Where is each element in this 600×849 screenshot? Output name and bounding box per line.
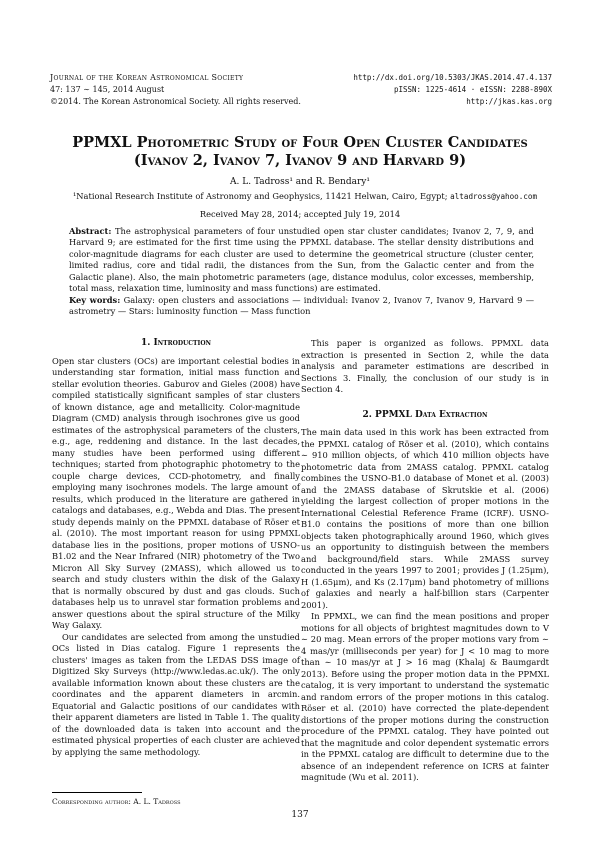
- journal-header: [50, 72, 330, 108]
- paragraph: Open star clusters (OCs) are important celestial bodies in understanding star formation, initial mass function and stellar evolution theories. Gaburov and Gieles (2008) have compiled statistically significant samples of star clusters of known distance, age and metallicity. Color-magnitude Diagram (CMD) analysis through isochrones give us good estimates of the astrophysical parameters of the clusters, e.g., age, reddening and distance. In the last decades, many studies have been performed using different techniques; started from photographic photometry to the couple charge devices, CCD-photometry, and finally employing many isochrones models. The large amount of results, which produced in the literature are gathered in catalogs and databases, e.g., Webda and Dias. The present study depends mainly on the PPMXL database of Röser et al. (2010). The most important reason for using PPMXL database lies in the positions, proper motions of USNO-B1.02 and the Near Infrared (NIR) photometry of the Two Micron All Sky Survey (2MASS), which allowed us to search and study clusters within the disk of the Galaxy that is normally obscured by dust and gas clouds. Such databases help us to unravel star formation problems and answer questions about the spiral structure of the Milky Way Galaxy.: [52, 355, 300, 630]
- section-spacer: [301, 396, 549, 410]
- section-heading-introduction: 1. Introduction: [140, 338, 212, 348]
- keywords: [69, 295, 534, 318]
- email-link[interactable]: altadross@yahoo.com: [450, 192, 538, 201]
- paragraph: In PPMXL, we can find the mean positions and proper motions for all objects of brightest magnitudes down to V ∼ 20 mag. Mean errors of the proper motions vary from ∼ 4 mas/yr (milliseconds per year) for J < 10 mag to more than ∼ 10 mas/yr at J > 16 mag (Khalaj & Baumgardt 2013). Before using the proper motion data in the PPMXL catalog, it is very important to understand the systematic and random errors of the proper motions in this catalog. Röser et al. (2010) have corrected the plate-dependent distortions of the proper motions during the construction procedure of the PPMXL catalog. They have pointed out that the magnitude and color dependent systematic errors in the PPMXL catalog are difficult to determine due to the absence of an independent reference on ICRS at fainter magnitude (Wu et al. 2011).: [301, 611, 549, 782]
- footnote-rule: [52, 792, 142, 793]
- copyright-line: ©2014. The Korean Astronomical Society. All rights reserved.: [50, 97, 301, 106]
- keywords-text: Galaxy: open clusters and associations — individual: Ivanov 2, Ivanov 7, Ivanov 9, Harvard 9 — astrometry — Stars: luminosity function — Mass function: [69, 295, 534, 317]
- abstract-text: The astrophysical parameters of four unstudied open star cluster candidates; Ivanov 2, 7, 9, and Harvard 9; are estimated for the first time using the PPMXL database. The stellar density distributions and color-magnitude diagrams for each cluster are used to determine the geometrical structure (cluster center, limited radius, core and tidal radii, the distances from the Sun, from the Galactic center and from the Galactic plane). Also, the main photometric parameters (age, distance modulus, color excesses, membership, total mass, relaxation time, luminosity and mass functions) are estimated.: [69, 226, 534, 294]
- journal-name: Journal of the Korean Astronomical Society: [50, 73, 244, 82]
- keywords-label: Key words:: [69, 295, 121, 305]
- abstract: [69, 226, 534, 294]
- affiliation-text: ¹National Research Institute of Astronomy and Geophysics, 11421 Helwan, Cairo, Egypt;: [72, 191, 448, 201]
- abstract-label: Abstract:: [69, 226, 112, 236]
- issn-line: pISSN: 1225-4614 · eISSN: 2288-890X: [393, 85, 552, 94]
- authors: A. L. Tadross¹ and R. Bendary¹: [230, 177, 370, 187]
- right-column: [301, 338, 549, 784]
- doi-header: [292, 72, 552, 108]
- paragraph: Our candidates are selected from among the unstudied OCs listed in Dias catalog. Figure 1 represents the clusters' images as taken from the LEDAS DSS image of Digitized Sky Surveys (http://www.ledas.ac.uk/). The only available information known about these clusters are the coordinates and the apparent diameters in arcmin. Equatorial and Galactic positions of our candidates with their apparent diameters are listed in Table 1. The quality of the downloaded data is taken into account and the estimated physical properties of each cluster are achieved by applying the same methodology.: [52, 631, 300, 757]
- affiliation: [50, 191, 560, 201]
- doi-link[interactable]: http://dx.doi.org/10.5303/JKAS.2014.47.4.137: [353, 73, 552, 82]
- paragraph: This paper is organized as follows. PPMXL data extraction is presented in Section 2, while the data analysis and parameter estimations are described in Sections 3. Finally, the conclusion of our study is in Section 4.: [301, 338, 549, 394]
- title-line-2: (Ivanov 2, Ivanov 7, Ivanov 9 and Harvard 9): [133, 152, 467, 169]
- paper-title: [40, 134, 560, 170]
- paragraph: The main data used in this work has been extracted from the PPMXL catalog of Röser et al. (2010), which contains ∼ 910 million objects, of which 410 million objects have photometric data from 2MASS catalog. PPMXL catalog combines the USNO-B1.0 database of Monet et al. (2003) and the 2MASS database of Skrutskie et al. (2006) yielding the largest collection of proper motions in the International Celestial Reference Frame (ICRF). USNO-B1.0 contains the positions of more than one billion objects taken photographically around 1960, which gives us an opportunity to distinguish between the members and background/field stars. While 2MASS survey conducted in the years 1997 to 2001; provides J (1.25μm), H (1.65μm), and Ks (2.17μm) band photometry of millions of galaxies and nearly a half-billion stars (Carpenter 2001).: [301, 427, 549, 610]
- received-dates: Received May 28, 2014; accepted July 19, 2014: [199, 209, 401, 219]
- page-number: 137: [291, 810, 309, 820]
- volume-info: 47: 137 ∼ 145, 2014 August: [50, 85, 165, 94]
- left-column: [52, 338, 300, 758]
- corresponding-author-footnote: Corresponding author: A. L. Tadross: [52, 797, 181, 806]
- section-heading-data-extraction: 2. PPMXL Data Extraction: [362, 409, 488, 420]
- journal-url-link[interactable]: http://jkas.kas.org: [466, 97, 552, 106]
- title-line-1: PPMXL Photometric Study of Four Open Cluster Candidates: [72, 134, 528, 151]
